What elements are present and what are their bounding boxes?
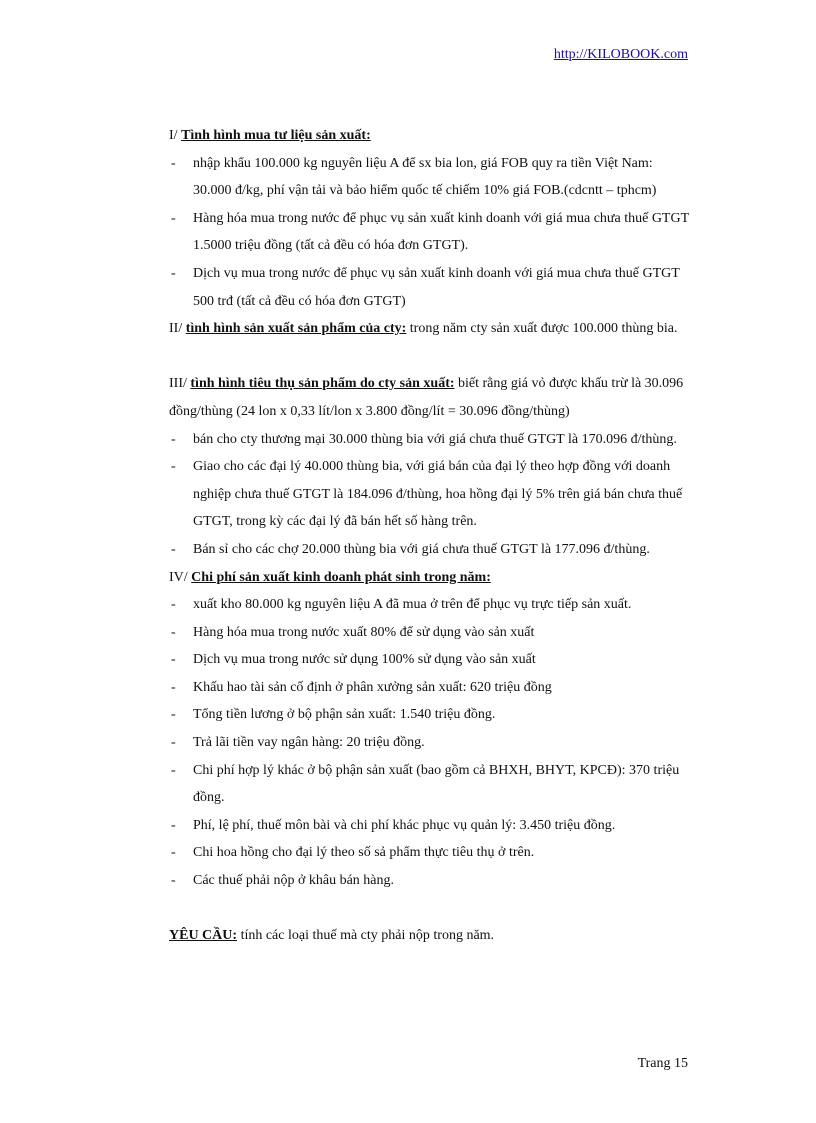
list-item: - Dịch vụ mua trong nước sử dụng 100% sử dụng vào sản xuất [171, 652, 536, 668]
list-item: - Tổng tiền lương ở bộ phận sản xuất: 1.540 triệu đồng. [171, 707, 496, 723]
list-item: - xuất kho 80.000 kg nguyên liệu A đã mua ở trên để phục vụ trực tiếp sản xuất. [171, 597, 632, 613]
list-item: - Phí, lệ phí, thuế môn bài và chi phí khác phục vụ quản lý: 3.450 triệu đồng. [171, 817, 616, 833]
section-1-title: Tình hình mua tư liệu sản xuất: [181, 128, 371, 143]
section-1-heading: I/ Tình hình mua tư liệu sản xuất: [169, 128, 371, 143]
section-4-title: Chi phí sản xuất kinh doanh phát sinh trong năm: [191, 569, 491, 585]
section-3-title: tình hình tiêu thụ sản phẩm do cty sản xuất: [190, 376, 455, 392]
list-item: - Chi hoa hồng cho đại lý theo số sả phẩm thực tiêu thụ ở trên. [171, 845, 535, 861]
list-item: - Hàng hóa mua trong nước xuất 80% để sử dụng vào sản xuất [171, 624, 535, 640]
section-2-paragraph: II/ tình hình sản xuất sản phẩm của cty: trong năm cty sản xuất được 100.000 thùng bia. [169, 321, 678, 337]
list-item: - Khấu hao tài sản cố định ở phân xưởng sản xuất: 620 triệu đồng [171, 679, 552, 695]
list-item: - Hàng hóa mua trong nước để phục vụ sản xuất kinh doanh với giá mua chưa thuế GTGT 1.5000 triệu đồng (tất cả đều có hóa đơn GTGT). [171, 210, 689, 254]
list-item: - bán cho cty thương mại 30.000 thùng bia với giá chưa thuế GTGT là 170.096 đ/thùng. [171, 431, 677, 447]
list-item: - Các thuế phải nộp ở khâu bán hàng. [171, 873, 395, 889]
list-item: - Giao cho các đại lý 40.000 thùng bia, với giá bán của đại lý theo hợp đồng với doanh nghiệp chưa thuế GTGT là 184.096 đ/thùng, hoa hồng đại lý 5% trên giá bán chưa thuế GTGT, trong kỳ các đại lý đã bán hết số hàng trên. [171, 459, 683, 530]
section-4-heading: IV/ Chi phí sản xuất kinh doanh phát sinh trong năm: [169, 569, 491, 585]
header-link[interactable]: http://KILOBOOK.com [553, 47, 688, 62]
list-item: - Trả lãi tiền vay ngân hàng: 20 triệu đồng. [171, 735, 425, 751]
list-item: - Chi phí hợp lý khác ở bộ phận sản xuất (bao gồm cả BHXH, BHYT, KPCĐ): 370 triệu đồng. [171, 762, 680, 806]
requirement-title: YÊU CẦU: [169, 928, 238, 944]
list-item: - nhập khẩu 100.000 kg nguyên liệu A để sx bia lon, giá FOB quy ra tiền Việt Nam: 30.000 đ/kg, phí vận tải và bảo hiểm quốc tế chiếm 10% giá FOB.(cdcntt – tphcm) [171, 155, 657, 199]
requirement-paragraph: YÊU CẦU: tính các loại thuế mà cty phải nộp trong năm. [169, 928, 495, 944]
document-body [169, 122, 689, 950]
page-number: Trang 15 [637, 1056, 688, 1071]
list-item: - Dịch vụ mua trong nước để phục vụ sản xuất kinh doanh với giá mua chưa thuế GTGT 500 trđ (tất cả đều có hóa đơn GTGT) [171, 265, 680, 309]
list-item: - Bán sỉ cho các chợ 20.000 thùng bia với giá chưa thuế GTGT là 177.096 đ/thùng. [171, 541, 650, 557]
section-2-title: tình hình sản xuất sản phẩm của cty: [185, 321, 407, 337]
section-3-paragraph: III/ tình hình tiêu thụ sản phẩm do cty sản xuất: biết rằng giá vỏ được khấu trừ là 30.096 đồng/thùng (24 lon x 0,33 lít/lon x 3.800 đồng/lít = 30.096 đồng/thùng) [169, 376, 684, 419]
